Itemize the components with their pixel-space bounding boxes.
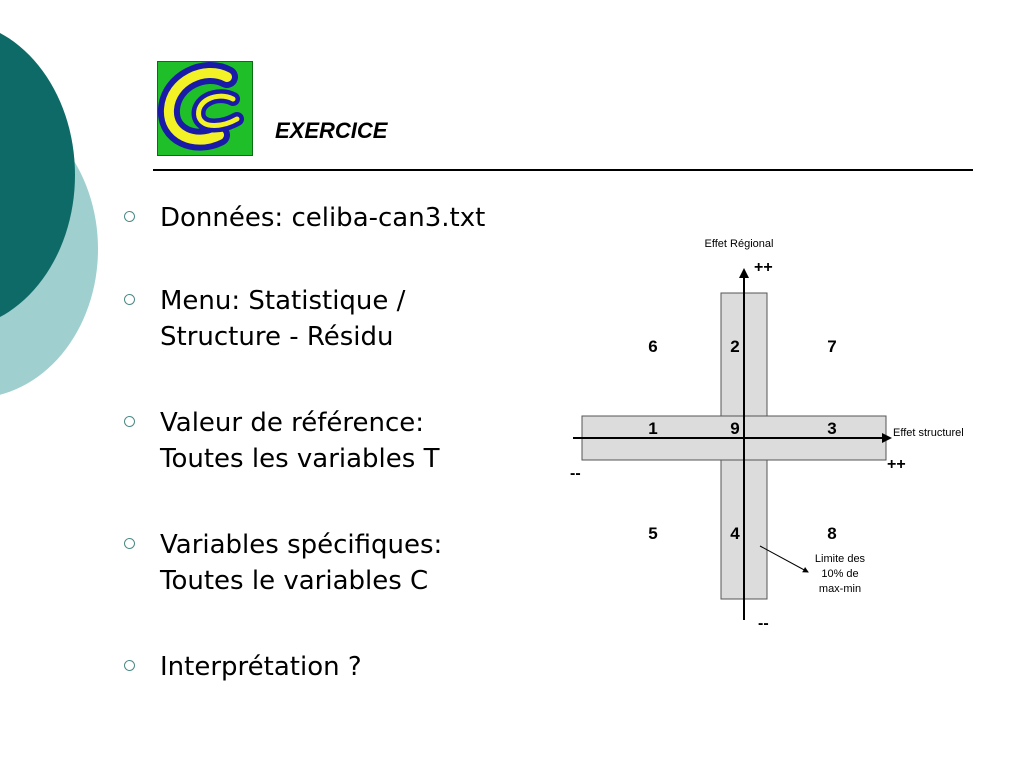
- zone-1: 1: [648, 419, 658, 438]
- bullet-text: [160, 649, 580, 685]
- y-axis-label: Effet Régional: [704, 238, 774, 250]
- bullet-line: Toutes les variables T: [160, 444, 440, 474]
- bullet-text: [160, 283, 580, 355]
- zone-3: 3: [827, 419, 837, 438]
- bullet-line: Données: celiba-can3.txt: [160, 203, 486, 233]
- zone-4: 4: [730, 524, 740, 543]
- zone-6: 6: [648, 337, 658, 356]
- bullet-text: [160, 527, 580, 599]
- x-minus-sign: --: [570, 465, 581, 482]
- bullet-line: Menu: Statistique /: [160, 286, 406, 316]
- bullet-line: Valeur de référence:: [160, 408, 425, 438]
- zone-5: 5: [648, 524, 658, 543]
- bullet-line: Structure - Résidu: [160, 322, 394, 352]
- zone-2: 2: [730, 337, 740, 356]
- note-line: 10% de: [821, 568, 859, 580]
- title-divider: [153, 169, 973, 171]
- bullet-line: Interprétation ?: [160, 652, 362, 682]
- bullet-text: [160, 200, 580, 236]
- bullet-circle-icon: [124, 416, 135, 427]
- note-line: Limite des: [814, 553, 866, 565]
- x-axis-label: Effet structurel: [893, 427, 964, 439]
- bullet-circle-icon: [124, 294, 135, 305]
- bullet-text: [160, 405, 580, 477]
- bullet-line: Variables spécifiques:: [160, 530, 443, 560]
- zone-7: 7: [827, 337, 837, 356]
- bullet-circle-icon: [124, 660, 135, 671]
- bullet-circle-icon: [124, 211, 135, 222]
- x-plus-sign: ++: [887, 456, 906, 473]
- bullet-line: Toutes le variables C: [160, 566, 429, 596]
- zone-9: 9: [730, 419, 740, 438]
- cyclone-c-logo-icon: [157, 61, 253, 156]
- note-line: max-min: [818, 583, 862, 595]
- bullet-circle-icon: [124, 538, 135, 549]
- shift-share-diagram: [560, 230, 990, 640]
- y-minus-sign: --: [758, 615, 769, 632]
- y-plus-sign: ++: [754, 259, 773, 276]
- slide-title: EXERCICE: [275, 118, 388, 143]
- zone-8: 8: [827, 524, 837, 543]
